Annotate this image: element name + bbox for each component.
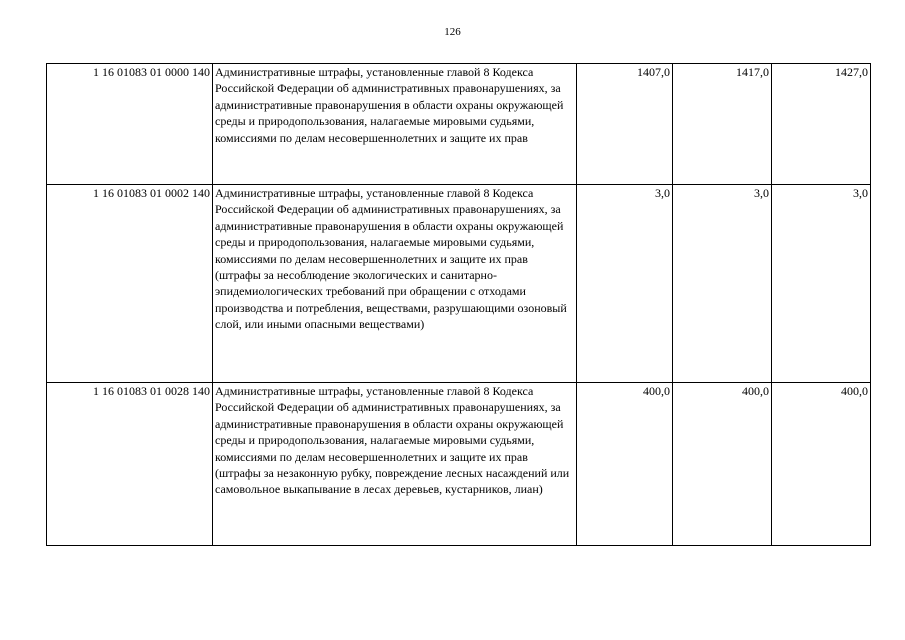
value-year-2-cell: 400,0 bbox=[673, 383, 772, 546]
description-cell: Административные штрафы, установленные главой 8 Кодекса Российской Федерации об административных правонарушениях, за административные правонарушения в области охраны окружающей среды и природопользования, налагаемые мировыми судьями, комиссиями по делам несовершеннолетних и защите их прав bbox=[213, 64, 577, 185]
value-year-3-cell: 400,0 bbox=[772, 383, 871, 546]
description-cell: Административные штрафы, установленные главой 8 Кодекса Российской Федерации об административных правонарушениях, за административные правонарушения в области охраны окружающей среды и природопользования, налагаемые мировыми судьями, комиссиями по делам несовершеннолетних и защите их прав (штрафы за незаконную рубку, повреждение лесных насаждений или самовольное выкапывание в лесах деревьев, кустарников, лиан) bbox=[213, 383, 577, 546]
budget-code-cell: 1 16 01083 01 0028 140 bbox=[47, 383, 213, 546]
value-year-3-cell: 1427,0 bbox=[772, 64, 871, 185]
table-row bbox=[47, 64, 871, 185]
value-year-1-cell: 400,0 bbox=[577, 383, 673, 546]
revenue-table bbox=[46, 63, 871, 546]
budget-code-cell: 1 16 01083 01 0000 140 bbox=[47, 64, 213, 185]
value-year-2-cell: 1417,0 bbox=[673, 64, 772, 185]
page-number: 126 bbox=[444, 26, 461, 38]
value-year-3-cell: 3,0 bbox=[772, 185, 871, 383]
value-year-1-cell: 1407,0 bbox=[577, 64, 673, 185]
table-row bbox=[47, 185, 871, 383]
description-cell: Административные штрафы, установленные главой 8 Кодекса Российской Федерации об административных правонарушениях, за административные правонарушения в области охраны окружающей среды и природопользования, налагаемые мировыми судьями, комиссиями по делам несовершеннолетних и защите их прав (штрафы за несоблюдение экологических и санитарно-эпидемиологических требований при обращении с отходами производства и потребления, веществами, разрушающими озоновый слой, или иными опасными веществами) bbox=[213, 185, 577, 383]
value-year-1-cell: 3,0 bbox=[577, 185, 673, 383]
budget-code-cell: 1 16 01083 01 0002 140 bbox=[47, 185, 213, 383]
value-year-2-cell: 3,0 bbox=[673, 185, 772, 383]
table-row bbox=[47, 383, 871, 546]
